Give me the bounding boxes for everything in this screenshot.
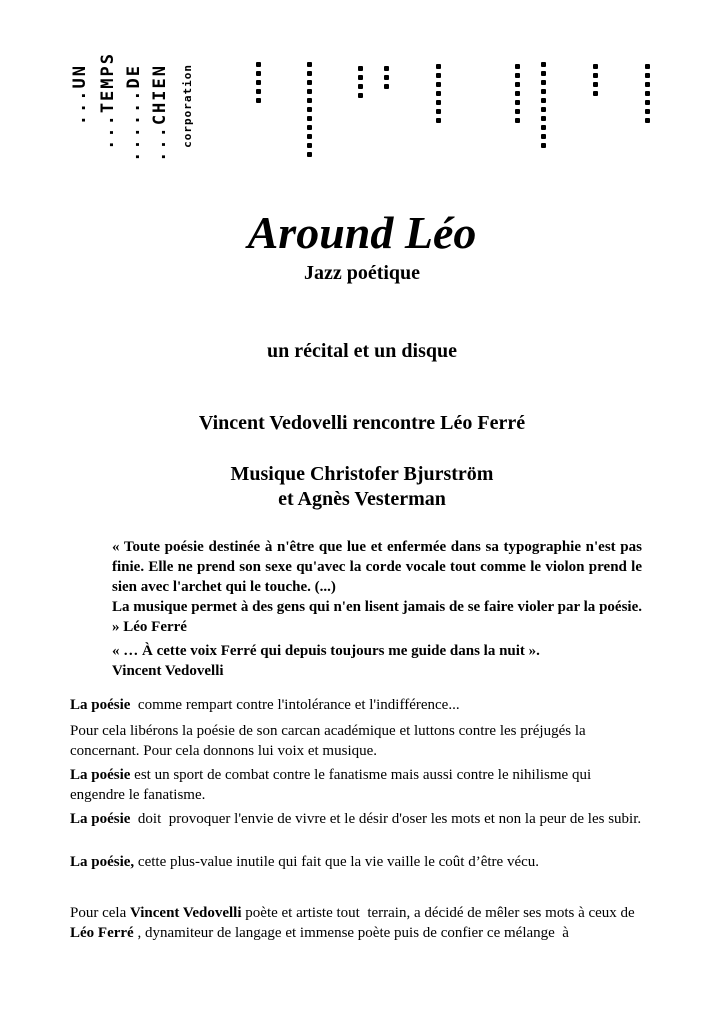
- logo-dot: [515, 91, 520, 96]
- logo-dot: [307, 71, 312, 76]
- logo-dot: [541, 107, 546, 112]
- recital-heading: un récital et un disque: [266, 340, 458, 362]
- paragraph-3: [70, 765, 646, 805]
- logo-dot: [256, 71, 261, 76]
- logo-dot: [307, 143, 312, 148]
- logo-dot: [515, 82, 520, 87]
- logo-dot: [358, 84, 363, 89]
- logo-dot: [541, 62, 546, 67]
- paragraph-1-text: comme rempart contre l'intolérance et l'indifférence...: [130, 697, 460, 713]
- logo-dot: [384, 66, 389, 71]
- logo-line-chien: ...CHIEN: [150, 64, 170, 162]
- logo-dot: [436, 109, 441, 114]
- logo-dot: [541, 116, 546, 121]
- logo-dot-column: [307, 62, 312, 161]
- paragraph-3-bold: La poésie: [70, 767, 131, 783]
- logo-dot: [436, 73, 441, 78]
- quote-vedovelli-author: Vincent Vedovelli: [112, 663, 224, 679]
- logo-dot-column: [358, 66, 363, 102]
- logo-line-de: ......DE: [124, 64, 144, 162]
- musique-line-1: Musique Christofer Bjurström: [230, 463, 494, 485]
- logo-dot: [358, 75, 363, 80]
- logo-dot: [436, 118, 441, 123]
- logo-dot: [541, 134, 546, 139]
- paragraph-5: [70, 852, 646, 872]
- paragraph-6-text-d: , dynamiteur de langage et immense poète puis de confier ce mélange à: [133, 925, 569, 941]
- logo-dot: [593, 73, 598, 78]
- logo-dot: [515, 73, 520, 78]
- logo-line-corporation: corporation: [181, 64, 194, 148]
- paragraph-3-text: est un sport de combat contre le fanatisme mais aussi contre le nihilisme qui engendre le fanatisme.: [70, 767, 592, 803]
- quote-ferre-part1: « Toute poésie destinée à n'être que lue et enfermée dans sa typographie n'est pas finie. Elle ne prend son sexe qu'avec la corde vocale tout comme le violon prend le sien avec l'archet qui le touche. (...): [112, 539, 642, 595]
- logo-dot: [307, 152, 312, 157]
- logo-dot-column: [645, 64, 650, 127]
- logo-dot: [307, 80, 312, 85]
- logo-dot: [515, 109, 520, 114]
- logo-dot: [307, 134, 312, 139]
- logo-dot: [436, 82, 441, 87]
- paragraph-6: [70, 903, 646, 943]
- logo-dot: [515, 100, 520, 105]
- paragraph-1-bold: La poésie: [70, 697, 131, 713]
- logo-dot: [593, 82, 598, 87]
- logo-dot: [645, 64, 650, 69]
- logo-dot-column: [384, 66, 389, 93]
- logo-dot: [541, 80, 546, 85]
- logo-dot-column: [436, 64, 441, 127]
- logo-dot: [256, 62, 261, 67]
- logo-dot: [307, 125, 312, 130]
- paragraph-1: [70, 695, 646, 715]
- logo-line-un: ...UN: [70, 64, 90, 126]
- paragraph-5-text: cette plus-value inutile qui fait que la vie vaille le coût d’être vécu.: [134, 854, 540, 870]
- logo-dot: [358, 93, 363, 98]
- logo-dot: [436, 91, 441, 96]
- logo-dot: [307, 107, 312, 112]
- logo-dot-column: [593, 64, 598, 100]
- paragraph-4-text: doit provoquer l'envie de vivre et le désir d'oser les mots et non la peur de les subir.: [130, 811, 642, 827]
- logo-dot: [541, 98, 546, 103]
- logo-dot: [384, 75, 389, 80]
- paragraph-6-bold-leo: Léo Ferré: [70, 925, 134, 941]
- logo-dot: [256, 80, 261, 85]
- vincent-heading: Vincent Vedovelli rencontre Léo Ferré: [198, 412, 526, 434]
- logo-dot: [645, 100, 650, 105]
- page-title: Around Léo: [247, 207, 477, 258]
- paragraph-2: Pour cela libérons la poésie de son carcan académique et luttons contre les préjugés la concernant. Pour cela donnons lui voix et musique.: [70, 723, 586, 759]
- logo-dot: [307, 89, 312, 94]
- logo-dot: [541, 71, 546, 76]
- logo-dot: [541, 143, 546, 148]
- logo-dot: [256, 98, 261, 103]
- logo-dot: [358, 66, 363, 71]
- logo-dot: [645, 118, 650, 123]
- logo-banner: [55, 45, 662, 177]
- musique-line-2: et Agnès Vesterman: [278, 488, 446, 510]
- logo-dot-column: [256, 62, 261, 107]
- paragraph-5-bold: La poésie,: [70, 854, 135, 870]
- logo-dot: [515, 118, 520, 123]
- paragraph-6-text-c: poète et artiste tout terrain, a décidé de mêler ses mots à ceux de: [241, 905, 639, 921]
- logo-line-temps: ...TEMPS: [98, 52, 118, 150]
- logo-dot: [645, 82, 650, 87]
- quote-ferre-part2: La musique permet à des gens qui n'en lisent jamais de se faire violer par la poésie. » Léo Ferré: [112, 599, 642, 635]
- logo-dot: [515, 64, 520, 69]
- logo-dot: [541, 89, 546, 94]
- logo-dot: [436, 100, 441, 105]
- logo-dot: [645, 91, 650, 96]
- logo-dot: [593, 91, 598, 96]
- page-subtitle: Jazz poétique: [303, 262, 421, 284]
- logo-dot: [436, 64, 441, 69]
- logo-dot: [541, 125, 546, 130]
- logo-dot-column: [515, 64, 520, 127]
- logo-dot: [384, 84, 389, 89]
- logo-dot: [307, 62, 312, 67]
- logo-dot: [256, 89, 261, 94]
- quote-vedovelli: [112, 641, 642, 681]
- paragraph-4-bold: La poésie: [70, 811, 131, 827]
- logo-dot: [307, 98, 312, 103]
- paragraph-6-bold-vincent: Vincent Vedovelli: [129, 905, 242, 921]
- paragraph-4: [70, 809, 646, 829]
- paragraph-6-text-a: Pour cela: [70, 905, 130, 921]
- musique-heading: [0, 462, 724, 512]
- logo-dot-column: [541, 62, 546, 152]
- logo-dot: [307, 116, 312, 121]
- logo-dot: [593, 64, 598, 69]
- logo-dot: [645, 109, 650, 114]
- quote-vedovelli-text: « … À cette voix Ferré qui depuis toujours me guide dans la nuit ».: [112, 643, 540, 659]
- logo-dot: [645, 73, 650, 78]
